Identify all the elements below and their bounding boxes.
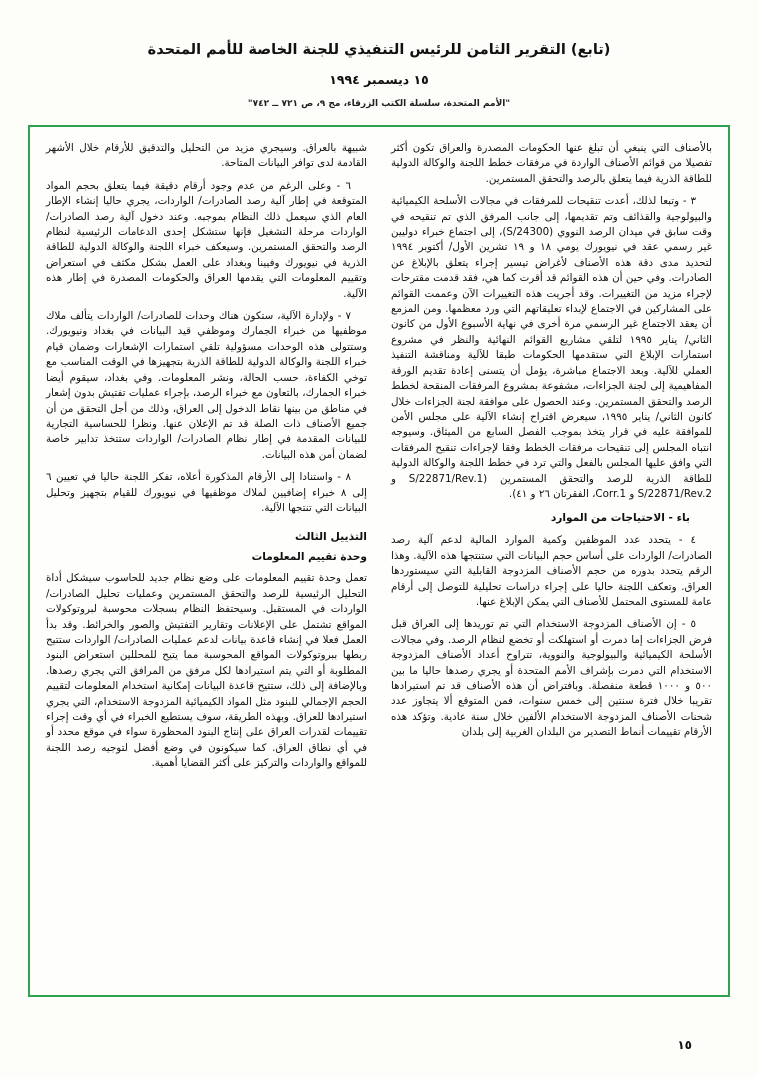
- column-right: [391, 141, 712, 985]
- document-source-citation: "الأمم المتحدة، سلسلة الكتب الزرقاء، مج ٩، ص ٧٢١ ــ ٧٤٢": [247, 99, 511, 109]
- paragraph-6: ٦ - وعلى الرغم من عدم وجود أرقام دقيقة فيما يتعلق بحجم المواد المتوقعة في إطار آلية رصد الصادرات/ الواردات، يجري حاليا إنشاء الإطار العام الذي سيعمل ذلك النظام بموجبه. وعند دخول آلية رصد الصادرات/ الواردات مرحلة التشغيل فإنها ستشكل إحدى الدعامات الرئيسية لنظام الرصد والتحقق المستمرين. وسيعكف خبراء اللجنة والوكالة الدولية للطاقة الذرية في نيويورك وفيينا وبغداد على العمل بشكل مكثف في استعراض وتقييم المعلومات التي يقدمها العراق والحكومات المصدرة في إطار هذه الآلية.: [46, 179, 367, 300]
- document-header: [0, 42, 758, 109]
- paragraph-continuation-right: بالأصناف التي ينبغي أن تبلغ عنها الحكومات المصدرة والعراق تكون أكثر تفصيلا من قوائم الأصناف الواردة في مرفقات خطط اللجنة والوكالة الدولية للطاقة الذرية فيما يتعلق بالرصد والتحقق المستمرين.: [391, 142, 712, 185]
- paragraph-8: ٨ - واستنادا إلى الأرقام المذكورة أعلاه، تفكر اللجنة حاليا في تعيين ٦ إلى ٨ خبراء إضافيين لملاك موظفيها في نيويورك للقيام بتجهيز وتحليل البيانات التي تنتجها الآلية.: [46, 471, 367, 514]
- paragraph-continuation-left: شبيهة بالعراق. وسيجري مزيد من التحليل والتدقيق للأرقام خلال الأشهر القادمة لدى توافر البيانات المتاحة.: [46, 142, 367, 170]
- paragraph-5: ٥ - إن الأصناف المزدوجة الاستخدام التي تم توريدها إلى العراق قبل فرض الجزاءات إما دمرت أو استهلكت أو تخضع لنظام الرصد. وفي مجالات الأسلحة الكيميائية والبيولوجية والنووية، تتراوح أعداد الأصناف المزدوجة الاستخدام التي دمرت بإشراف الأمم المتحدة أو يجري رصدها حاليا ما بين ٥٠٠ و ١٠٠٠ قطعة منفصلة. وبافتراض أن هذه الأصناف قد تم استيرادها تقريبا خلال فترة سنتين إلى خمس سنوات، فمن المتوقع ألا يتجاوز عدد شحنات الأصناف المزدوجة الاستخدام الألفين خلال سنة عادية. وتؤكد هذه الأرقام تقييمات أنماط التصدير من البلدان الغربية إلى بلدان: [391, 618, 713, 739]
- document-date: ١٥ ديسمبر ١٩٩٤: [329, 72, 429, 87]
- paragraph-4: ٤ - يتحدد عدد الموظفين وكمية الموارد المالية لدعم آلية رصد الصادرات/ الواردات على أساس حجم البيانات التي ستنتجها هذه الآلية. وهذا الرقم يتحدد بدوره من حجم الأصناف المزدوجة القابلية التي سيستوردها العراق. وتعكف اللجنة حاليا على إجراء دراسات تحليلية للتوصل إلى أرقام عامة للمستوى المحتمل للأصناف التي يمكن الإبلاغ عنها.: [391, 534, 712, 608]
- section-b-heading: باء - الاحتياجات من الموارد: [550, 512, 690, 525]
- information-assessment-unit-heading: وحدة تقييم المعلومات: [251, 551, 367, 564]
- bordered-text-box: [28, 125, 730, 997]
- document-title: (تابع) التقرير الثامن للرئيس التنفيذي للجنة الخاصة للأمم المتحدة: [147, 42, 611, 58]
- paragraph-3: ٣ - وتبعا لذلك، أعدت تنقيحات للمرفقات في مجالات الأسلحة الكيميائية والبيولوجية والقذائف وتم تقديمها، إلى جانب المرفق الذي تم تنقيحه في وقت سابق في ميدان الرصد النووي (S/24300)، إلى اجتماع خبراء دوليين غير رسمي عقد في نيويورك يومي ١٨ و ١٩ تشرين الأول/ أكتوبر ١٩٩٤ لتحديد مدى دقة هذه الأصناف لأغراض تيسير إجراء يتعلق بالإبلاغ عن الصادرات. وفي حين أن هذه القوائم قد أقرت كما هي، فقد قدمت مقترحات لإجراء مزيد من التغييرات. وقد أجريت هذه التغييرات الآن وعممت القوائم على المشاركين في الاجتماع لإبداء تعليقاتهم التي ورد معظمها. ومن المزمع أن يعقد الاجتماع غير الرسمي مرة أخرى في نهاية الأسبوع الأول من كانون الثاني/ يناير ١٩٩٥ لتلقي مشاريع القوائم النهائية والنظر في مشروع استمارات الإبلاغ التي ستقدمها الحكومات طبقا للآلية ومناقشة التنفيذ العملي للآلية. وبعد الاجتماع مباشرة، يؤمل أن يتسنى إعادة تقديم الورقة المفاهيمية إلى لجنة الجزاءات، مشفوعة بمشروع المرفقات المنقحة لخطط الرصد والتحقق المستمرين. وعند الحصول على موافقة لجنة الجزاءات خلال كانون الثاني/ يناير ١٩٩٥، سيعرض اقتراح إنشاء الآلية على مجلس الأمن للموافقة عليه في قرار يتخذ بموجب الفصل السابع من الميثاق. وسيوجه انتباه المجلس إلى تنقيحات مرفقات الخطط وفقا لإجراءات تنقيح المرفقات التي وافق عليها المجلس بالفعل والتي ترد في خطط اللجنة والوكالة الدولية للطاقة الذرية للرصد والتحقق المستمرين (S/22871/Rev.1 و S/22871/Rev.2 و Corr.1، الفقرتان ٢٦ و ٤١).: [391, 195, 712, 500]
- two-column-layout: [46, 141, 712, 985]
- column-left: [46, 141, 367, 985]
- paragraph-unit: تعمل وحدة تقييم المعلومات على وضع نظام جديد للحاسوب سيشكل أداة التحليل الرئيسية للرصد والتحقق المستمرين وعمليات تحليل الصادرات/ الواردات في المستقبل. وسيحتفظ النظام بسجلات محوسبة لبروتوكولات المواقع تشتمل على الإعلانات وتقارير التفتيش والصور والخرائط. وقد بدأ العمل فعلا في إنشاء قاعدة بيانات لدعم عمليات الصادرات/ الواردات ستتيح ربطها ببروتوكولات المواقع المحوسبة مما يتيح للمحللين استعراض البنود المطلوبة أو التي يتم استيرادها لكل مرفق من المرافق التي يجري رصدها. وبالإضافة إلى ذلك، ستتيح قاعدة البيانات إمكانية استخدام المعلومات لتقييم الحجم الإجمالي للبنود مثل المواد الكيميائية المزدوجة الاستخدام، التي يجري استيرادها للعراق. وبهذه الطريقة، سوف يستطيع الخبراء في أي وقت إجراء تقييمات لقدرات العراق على إنتاج البنود المحظورة سواء في موقع محدد أو في أي نطاق العراق. كما سيكونون في وضع أفضل لتوجيه رصد اللجنة للمواقع والواردات والتركيز على أكثر القضايا أهمية.: [46, 572, 367, 770]
- paragraph-7: ٧ - ولإدارة الآلية، ستكون هناك وحدات للصادرات/ الواردات يتألف ملاك موظفيها من خبراء الجمارك وموظفي قيد البيانات في بغداد ونيويورك. وستتولى هذه الوحدات مسؤولية تلقي استمارات الإشعارات وضمان قيام خبراء اللجنة والوكالة الدولية للطاقة الذرية بتجهيزها في الوقت المناسب مع توخي الكفاءة، حسب الحالة، ونشر المعلومات. وفي بغداد، سيقوم أيضا خبراء الجمارك، بالتعاون مع خبراء الرصد، بإجراء عمليات تفتيش بدون إشعار في مناطق من بينها نقاط الدخول إلى العراق، وذلك من أجل التحقق من أن جميع الأصناف ذات الصلة قد تم الإعلان عنها. ونظرا للحساسية التجارية للبيانات المقدمة في إطار نظام الصادرات/ الواردات ستتخذ تدابير خاصة لضمان أمن هذه البيانات.: [46, 310, 367, 461]
- page-number: ١٥: [677, 1038, 692, 1052]
- appendix-3-heading: التذييل الثالث: [295, 530, 367, 544]
